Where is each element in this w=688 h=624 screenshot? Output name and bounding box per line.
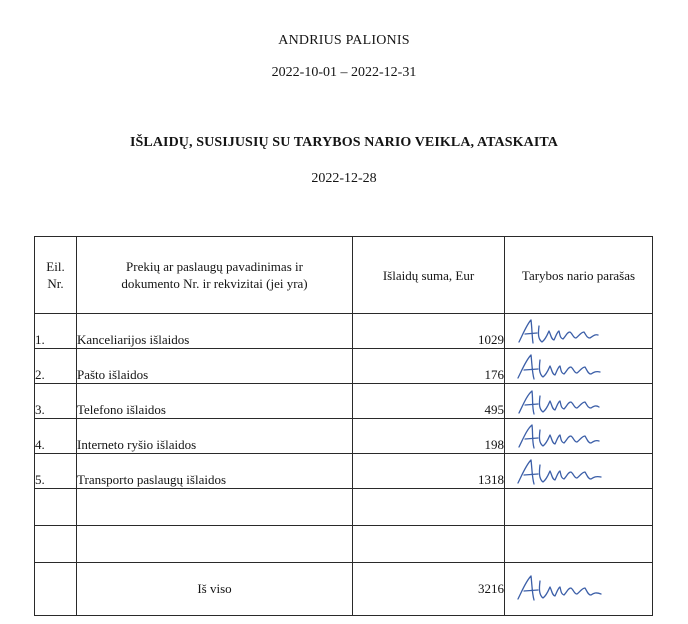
total-amount: 3216	[353, 563, 505, 616]
row-signature	[505, 454, 653, 489]
empty-row	[35, 489, 653, 526]
row-amount: 198	[353, 419, 505, 454]
row-amount: 1318	[353, 454, 505, 489]
report-period: 2022-10-01 – 2022-12-31	[271, 65, 417, 80]
row-nr: 1.	[35, 314, 77, 349]
row-amount: 1029	[353, 314, 505, 349]
row-name: Kanceliarijos išlaidos	[77, 314, 353, 349]
total-label: Iš viso	[77, 563, 353, 616]
expense-table	[34, 236, 653, 616]
signature-icon	[513, 421, 605, 453]
row-signature	[505, 314, 653, 349]
row-name: Telefono išlaidos	[77, 384, 353, 419]
empty-row	[35, 526, 653, 563]
row-nr: 5.	[35, 454, 77, 489]
col-header-signature: Tarybos nario parašas	[505, 237, 653, 314]
row-amount: 495	[353, 384, 505, 419]
signature-icon	[513, 456, 605, 488]
table-row	[35, 384, 653, 419]
row-name: Interneto ryšio išlaidos	[77, 419, 353, 454]
signature-icon	[513, 316, 605, 348]
signature-icon	[513, 386, 605, 418]
row-nr: 3.	[35, 384, 77, 419]
row-signature	[505, 384, 653, 419]
table-row	[35, 419, 653, 454]
table-row	[35, 349, 653, 384]
person-name: ANDRIUS PALIONIS	[278, 33, 410, 48]
row-name: Pašto išlaidos	[77, 349, 353, 384]
signature-icon	[513, 351, 605, 383]
report-date: 2022-12-28	[311, 171, 377, 186]
row-amount: 176	[353, 349, 505, 384]
signature-icon	[513, 572, 605, 604]
row-nr: 2.	[35, 349, 77, 384]
row-nr: 4.	[35, 419, 77, 454]
row-name: Transporto paslaugų išlaidos	[77, 454, 353, 489]
table-row	[35, 454, 653, 489]
table-header-row	[35, 237, 653, 314]
table-row	[35, 314, 653, 349]
total-row	[35, 563, 653, 616]
row-signature	[505, 349, 653, 384]
col-header-name: Prekių ar paslaugų pavadinimas ir dokumento Nr. ir rekvizitai (jei yra)	[77, 237, 353, 314]
report-title: IŠLAIDŲ, SUSIJUSIŲ SU TARYBOS NARIO VEIKLA, ATASKAITA	[129, 135, 559, 150]
col-header-amount: Išlaidų suma, Eur	[353, 237, 505, 314]
row-signature	[505, 419, 653, 454]
col-header-nr: Eil. Nr.	[35, 237, 77, 314]
total-signature	[505, 563, 653, 616]
